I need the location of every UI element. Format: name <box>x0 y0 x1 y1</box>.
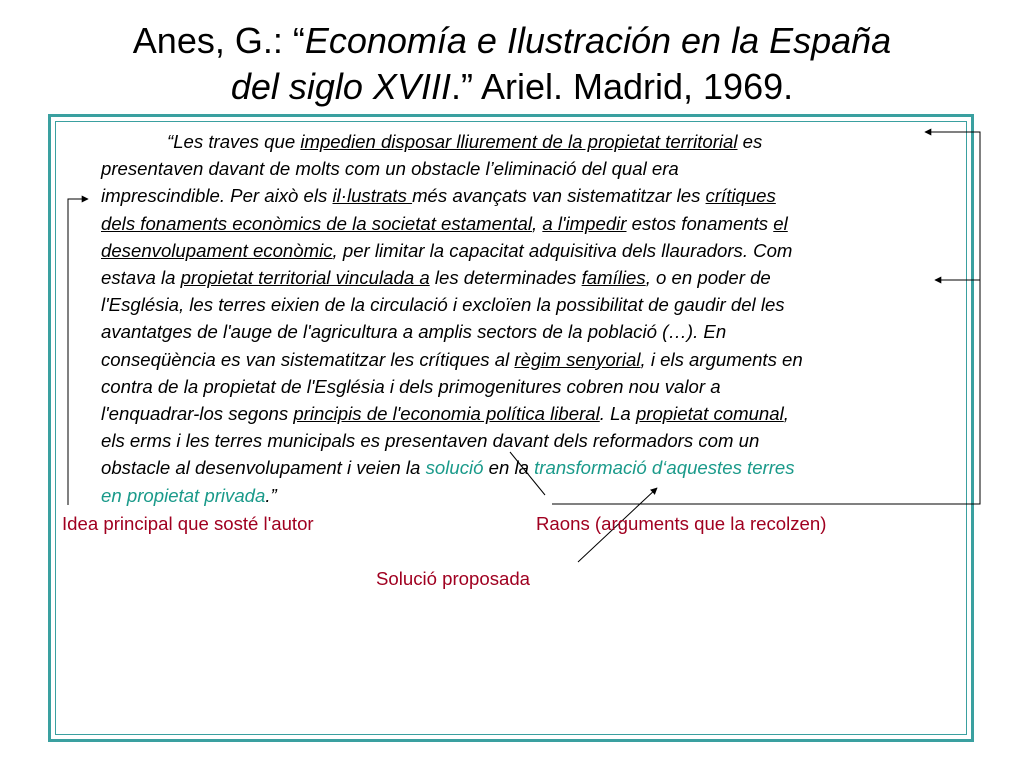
underlined-phrase: propietat comunal <box>635 403 784 425</box>
quote-line: l'Església, les terres eixien de la circulació i excloïen la possibilitat de gaudir del les <box>101 294 785 316</box>
solution-label: Solució proposada <box>376 568 531 589</box>
text-run: es <box>737 131 763 152</box>
text-run: estos fonaments <box>626 212 774 234</box>
underlined-phrase: famílies <box>581 267 646 289</box>
text-run: Les traves que <box>173 131 301 152</box>
underlined-phrase: desenvolupament econòmic <box>101 239 333 261</box>
text-run: imprescindible. Per això els <box>101 185 333 207</box>
text-run: obstacle al desenvolupament i veien la <box>101 457 426 479</box>
highlighted-phrase: transformació d‘aquestes terres <box>534 457 795 479</box>
text-run: . La <box>599 403 636 425</box>
text-run: , per limitar la capacitat adquisitiva dels llauradors. Com <box>332 239 793 261</box>
reasons-bracket-arrow-top <box>552 132 980 504</box>
quote-line: contra de la propietat de l'Església i dels primogenitures cobren nou valor a <box>101 375 721 397</box>
reasons-pointer-line <box>510 452 545 495</box>
text-run: , <box>532 212 543 234</box>
text-run: més avançats van sistematitzar les <box>412 185 706 207</box>
highlighted-phrase: en propietat privada <box>101 484 266 506</box>
underlined-phrase: il·lustrats <box>332 185 413 207</box>
reasons-label: Raons (arguments que la recolzen) <box>536 513 827 534</box>
underlined-phrase: impedien disposar lliurement de la propietat territorial <box>300 131 738 152</box>
open-quote: “ <box>167 131 174 152</box>
underlined-phrase: principis de l'economia política liberal <box>293 403 600 425</box>
quote-line: presentaven davant de molts com un obstacle l’eliminació del qual era <box>101 158 679 180</box>
underlined-phrase: crítiques <box>705 185 776 207</box>
underlined-phrase: dels fonaments econòmics de la societat estamental <box>101 212 532 234</box>
close-quote: .” <box>265 484 277 506</box>
text-run: , o en poder de <box>645 267 771 289</box>
text-run: conseqüència es van sistematitzar les crítiques al <box>101 348 515 370</box>
quote-line: els erms i les terres municipals es presentaven davant dels reformadors com un <box>101 430 760 452</box>
title-prefix: Anes, G.: “ <box>132 20 305 61</box>
book-title-part-1: Economía e Ilustración en la España <box>304 20 892 61</box>
text-run: les determinades <box>429 267 582 289</box>
main-idea-bracket-arrow <box>68 199 88 505</box>
text-run: , <box>783 403 789 425</box>
title-suffix: .” Ariel. Madrid, 1969. <box>450 66 794 107</box>
underlined-phrase: el <box>773 212 788 234</box>
underlined-phrase: propietat territorial vinculada a <box>180 267 430 289</box>
text-run: en la <box>483 457 535 479</box>
text-run: l'enquadrar-los segons <box>101 403 294 425</box>
text-run: , i els arguments en <box>640 348 803 370</box>
quote-line: avantatges de l'auge de l'agricultura a amplis sectors de la població (…). En <box>101 321 727 343</box>
text-run: estava la <box>101 267 181 289</box>
underlined-phrase: règim senyorial <box>514 348 641 370</box>
main-idea-label: Idea principal que sosté l'autor <box>62 513 314 534</box>
book-title-part-2: del siglo XVIII <box>230 66 451 107</box>
underlined-phrase: a l'impedir <box>542 212 627 234</box>
highlighted-phrase: solució <box>425 457 484 479</box>
